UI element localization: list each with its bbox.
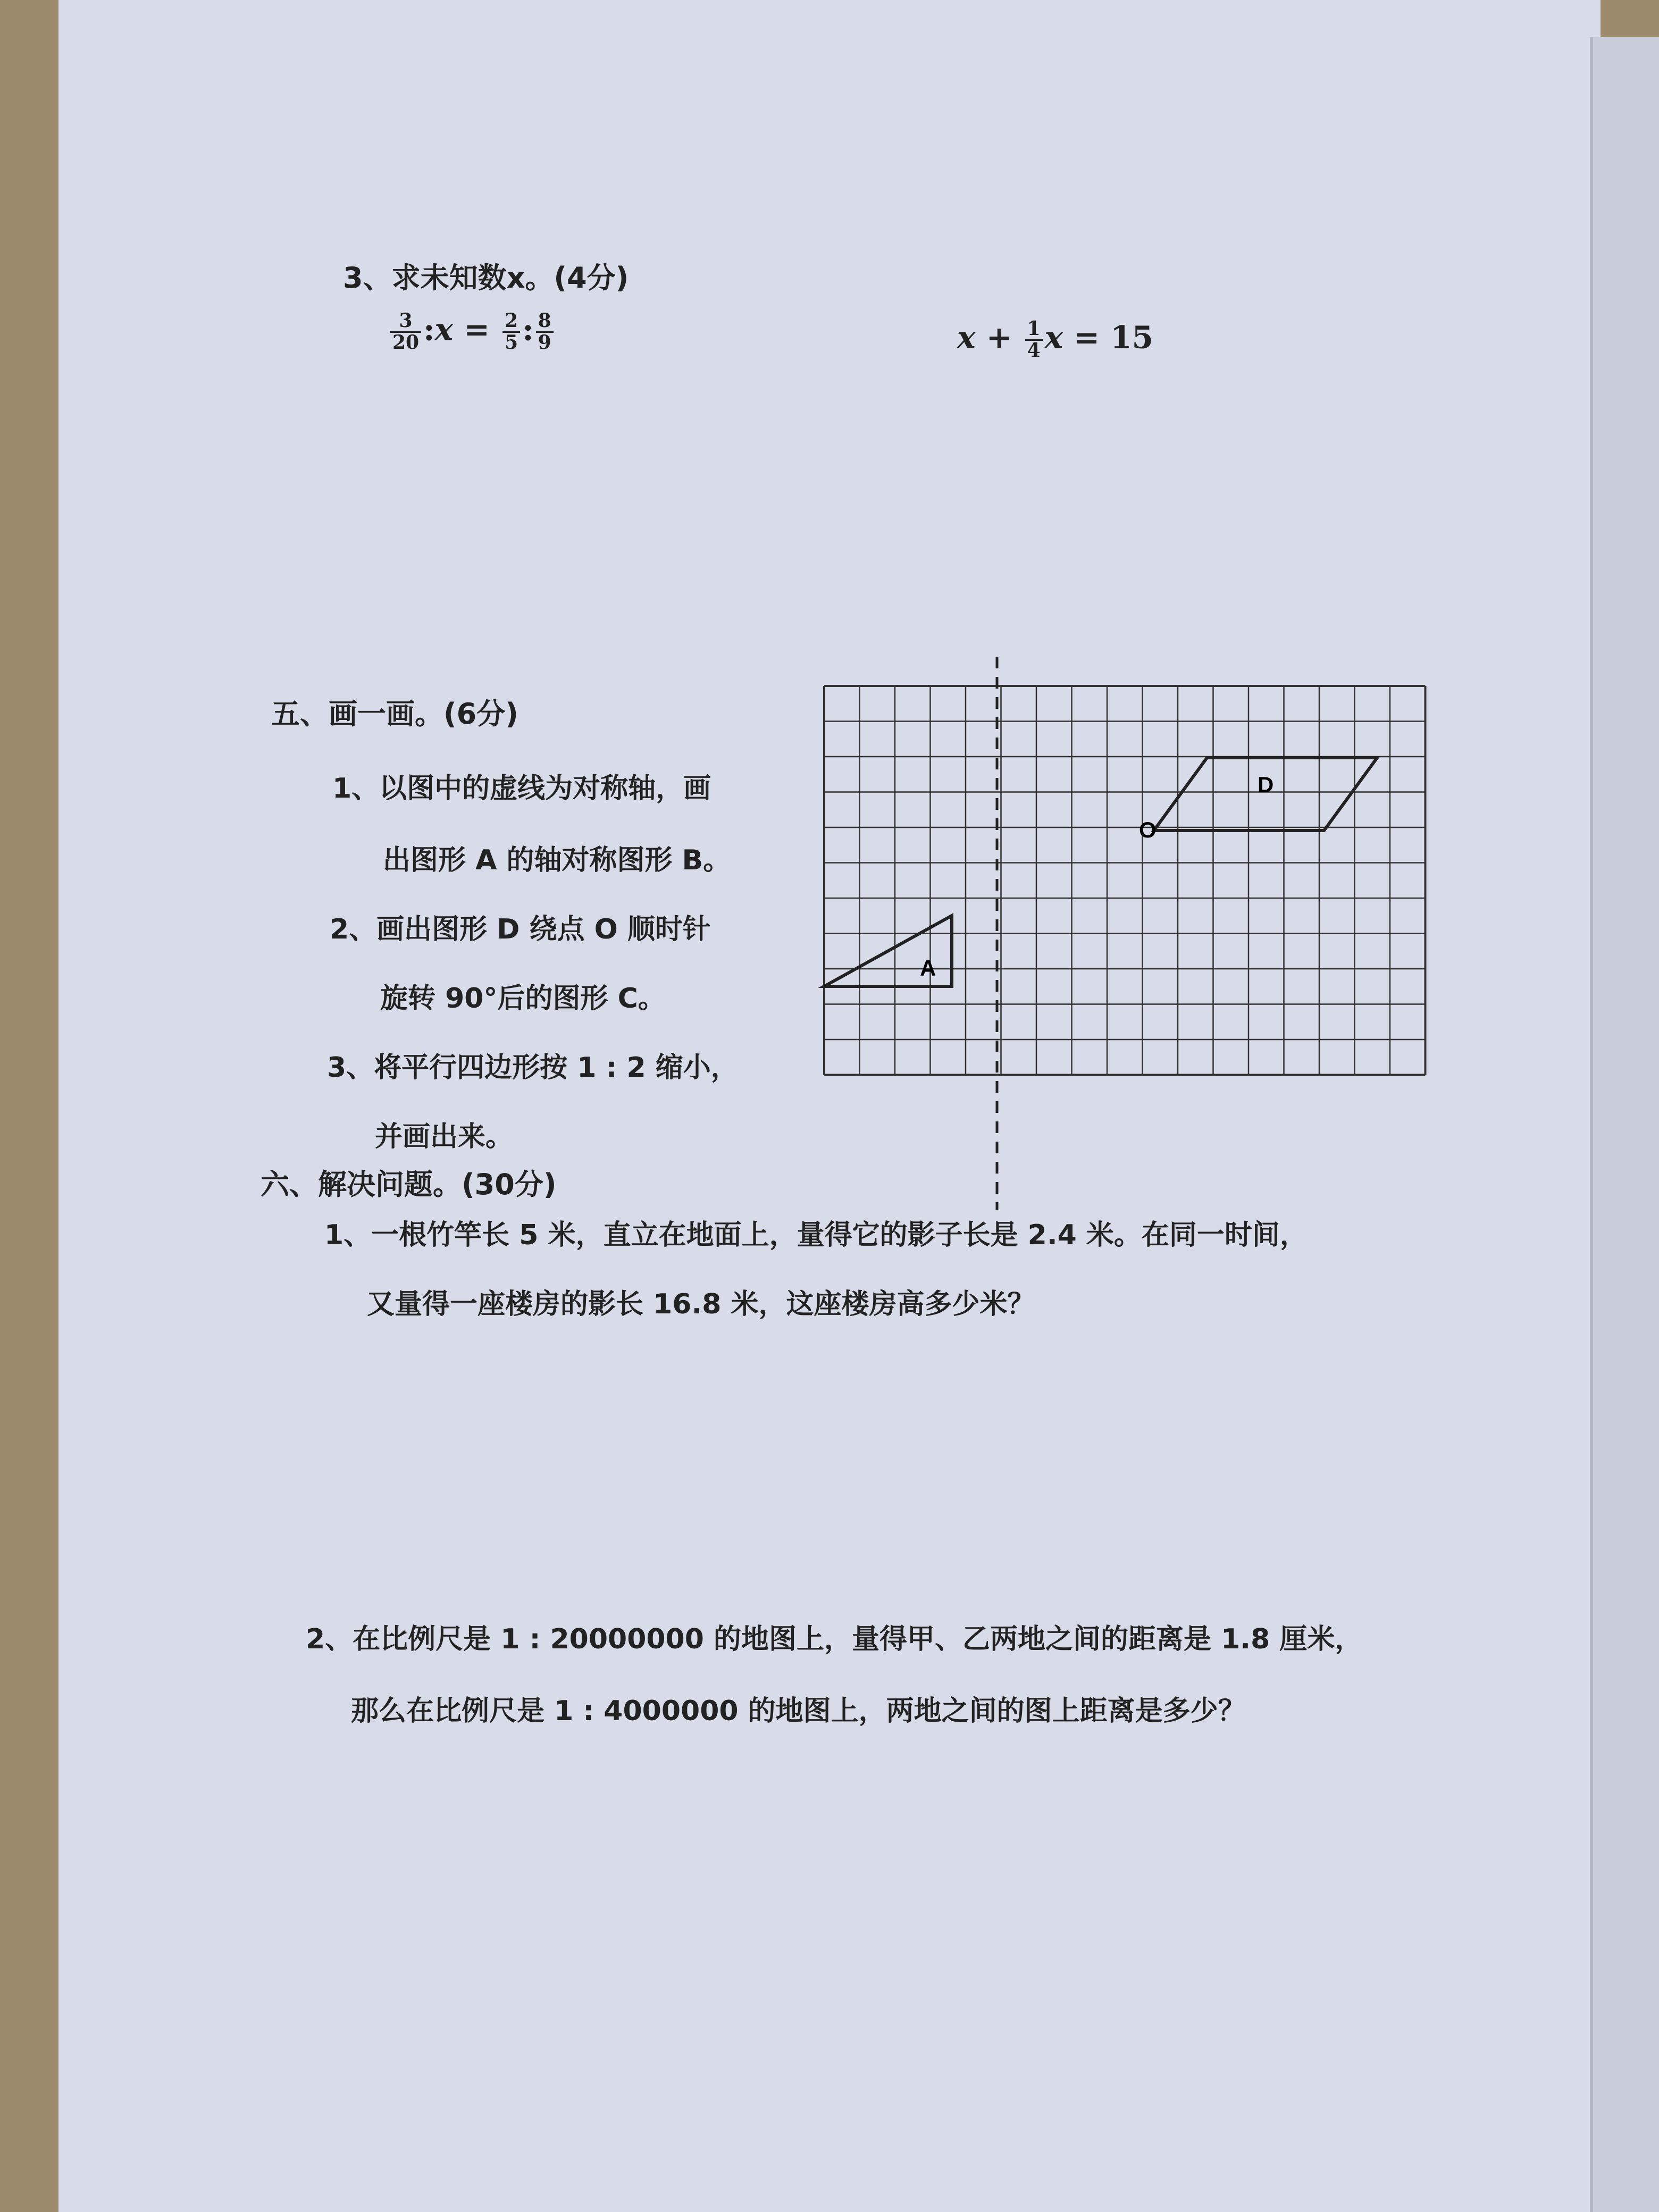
draw-item-2-line1: 2、画出图形 D 绕点 O 顺时针 [330, 914, 710, 945]
drawing-grid [814, 657, 1526, 1210]
section3-title: 3、求未知数x。(4分) [343, 261, 629, 295]
next-page-edge [1590, 37, 1659, 2212]
label-d: D [1258, 772, 1274, 797]
draw-item-3-line2: 并画出来。 [375, 1121, 514, 1153]
problem-1-line1: 1、一根竹竿长 5 米，直立在地面上，量得它的影子长是 2.4 米。在同一时间， [324, 1219, 1308, 1251]
section6-title: 六、解决问题。(30分) [261, 1168, 557, 1201]
draw-item-2-line2: 旋转 90°后的图形 C。 [380, 983, 666, 1015]
equation-2: x + $\frac{1}{4}$ x = 15 [957, 317, 1153, 362]
grid-lines [824, 686, 1426, 1075]
draw-item-3-line1: 3、将平行四边形按 1 : 2 缩小， [327, 1052, 739, 1084]
label-o: O [1139, 817, 1157, 842]
equation-1: $\frac{3}{20}$ :x = $\frac{2}{5}$ : $\frac{8}{9}$ [388, 311, 556, 353]
draw-item-1-line1: 1、以图中的虚线为对称轴，画 [332, 773, 711, 805]
problem-2-line1: 2、在比例尺是 1 : 20000000 的地图上，量得甲、乙两地之间的距离是 1.8 厘米， [306, 1623, 1363, 1655]
problem-1-line2: 又量得一座楼房的影长 16.8 米，这座楼房高多少米？ [367, 1288, 1035, 1320]
draw-item-1-line2: 出图形 A 的轴对称图形 B。 [383, 844, 731, 876]
problem-2-line2: 那么在比例尺是 1 : 4000000 的地图上，两地之间的图上距离是多少？ [351, 1695, 1246, 1727]
label-a: A [920, 956, 936, 981]
section5-title: 五、画一画。(6分) [271, 697, 518, 731]
